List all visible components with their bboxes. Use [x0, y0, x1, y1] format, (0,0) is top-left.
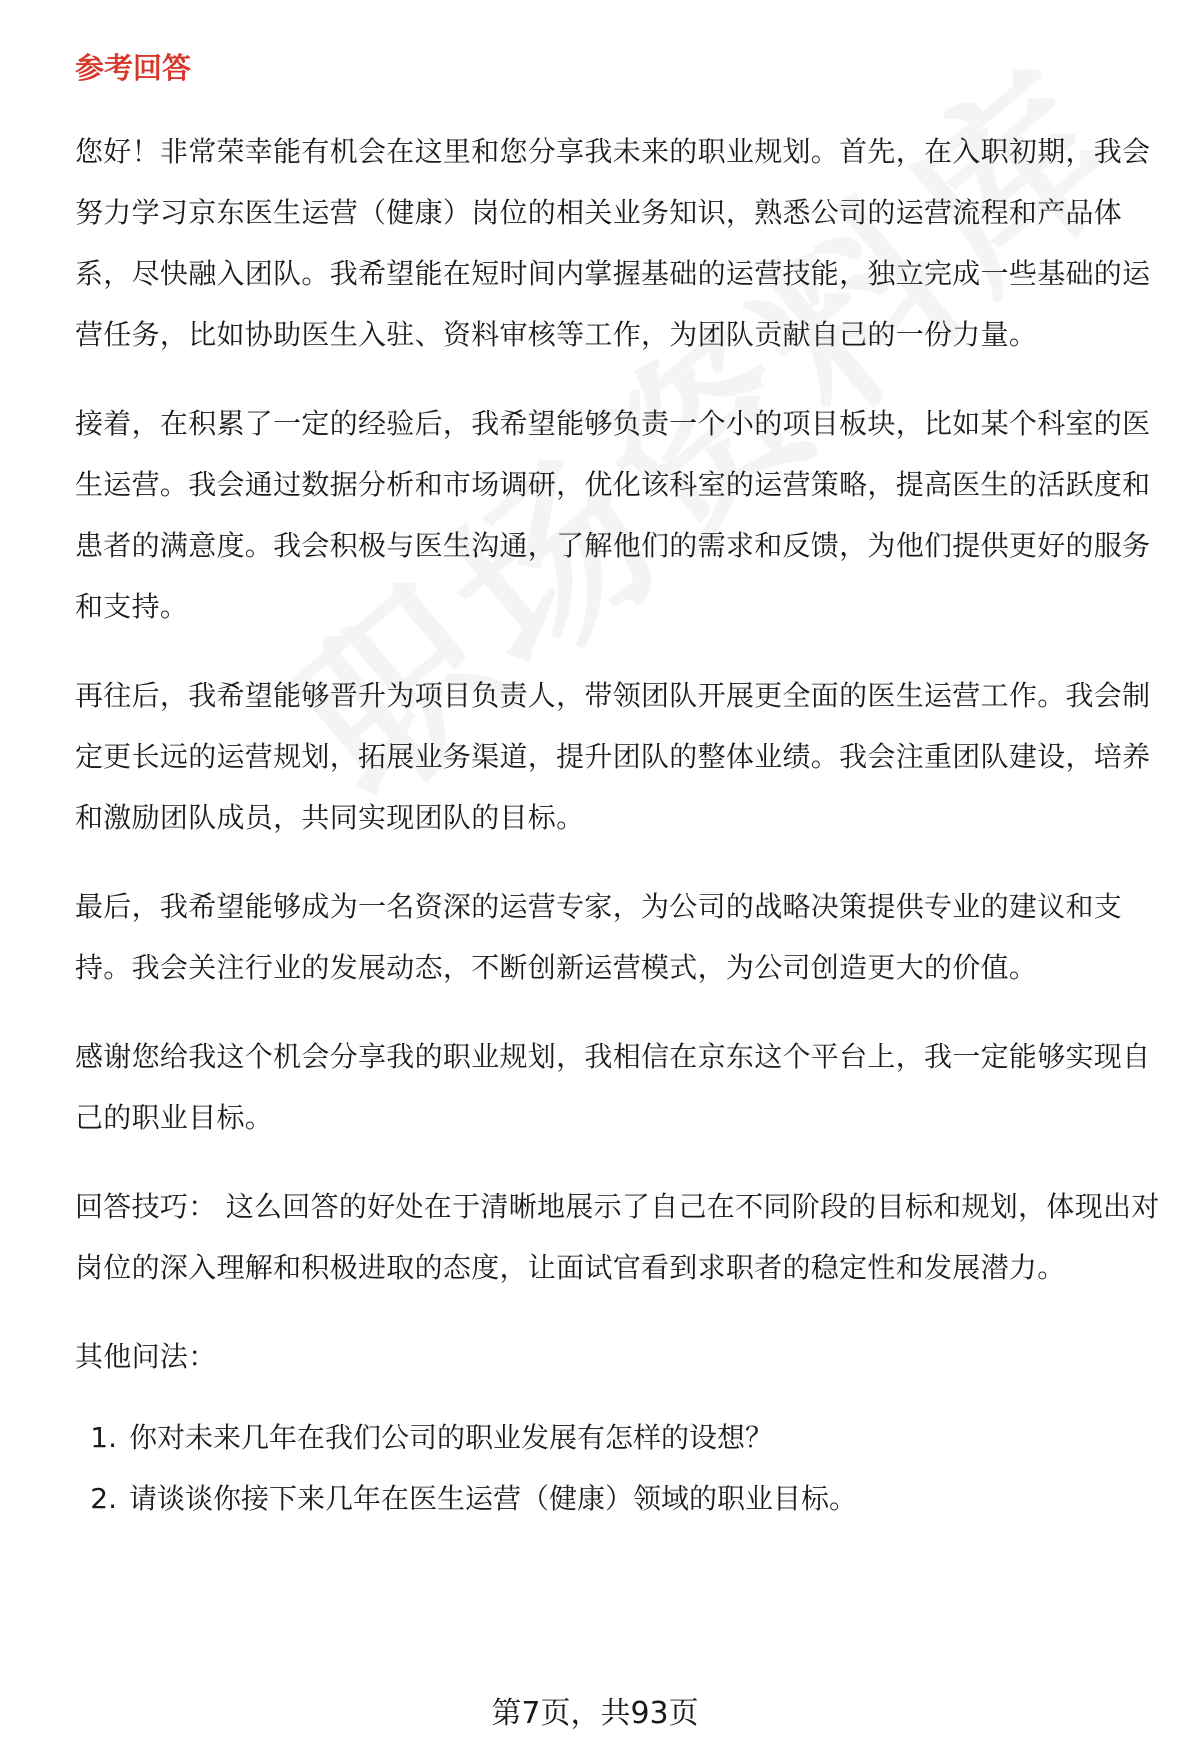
list-item: [75, 1468, 1165, 1529]
answer-paragraph-4: 最后，我希望能够成为一名资深的运营专家，为公司的战略决策提供专业的建议和支持。我会关注行业的发展动态，不断创新运营模式，为公司创造更大的价值。: [75, 890, 1123, 984]
list-item-number: 1.: [90, 1421, 117, 1454]
section-heading: 参考回答: [75, 51, 192, 85]
list-item-number: 2.: [90, 1482, 117, 1515]
list-item: [75, 1407, 1165, 1468]
document-content: [75, 48, 1165, 1529]
other-questions-list: [75, 1407, 1165, 1529]
other-questions-label: 其他问法：: [75, 1340, 217, 1373]
list-item-text: 你对未来几年在我们公司的职业发展有怎样的设想？: [129, 1421, 774, 1454]
answer-paragraph-5: 感谢您给我这个机会分享我的职业规划，我相信在京东这个平台上，我一定能够实现自己的职业目标。: [75, 1040, 1151, 1134]
answer-paragraph-3: 再往后，我希望能够晋升为项目负责人，带领团队开展更全面的医生运营工作。我会制定更长远的运营规划，拓展业务渠道，提升团队的整体业绩。我会注重团队建设，培养和激励团队成员，共同实现团队的目标。: [75, 679, 1151, 834]
page-footer: 第7页，共93页: [491, 1696, 699, 1731]
answer-tips: 回答技巧： 这么回答的好处在于清晰地展示了自己在不同阶段的目标和规划，体现出对岗位的深入理解和积极进取的态度，让面试官看到求职者的稳定性和发展潜力。: [75, 1190, 1160, 1284]
list-item-text: 请谈谈你接下来几年在医生运营（健康）领域的职业目标。: [129, 1482, 858, 1515]
answer-paragraph-2: 接着，在积累了一定的经验后，我希望能够负责一个小的项目板块，比如某个科室的医生运营。我会通过数据分析和市场调研，优化该科室的运营策略，提高医生的活跃度和患者的满意度。我会积极与医生沟通，了解他们的需求和反馈，为他们提供更好的服务和支持。: [75, 407, 1151, 623]
answer-paragraph-1: 您好！非常荣幸能有机会在这里和您分享我未来的职业规划。首先，在入职初期，我会努力学习京东医生运营（健康）岗位的相关业务知识，熟悉公司的运营流程和产品体系，尽快融入团队。我希望能在短时间内掌握基础的运营技能，独立完成一些基础的运营任务，比如协助医生入驻、资料审核等工作，为团队贡献自己的一份力量。: [75, 135, 1151, 351]
